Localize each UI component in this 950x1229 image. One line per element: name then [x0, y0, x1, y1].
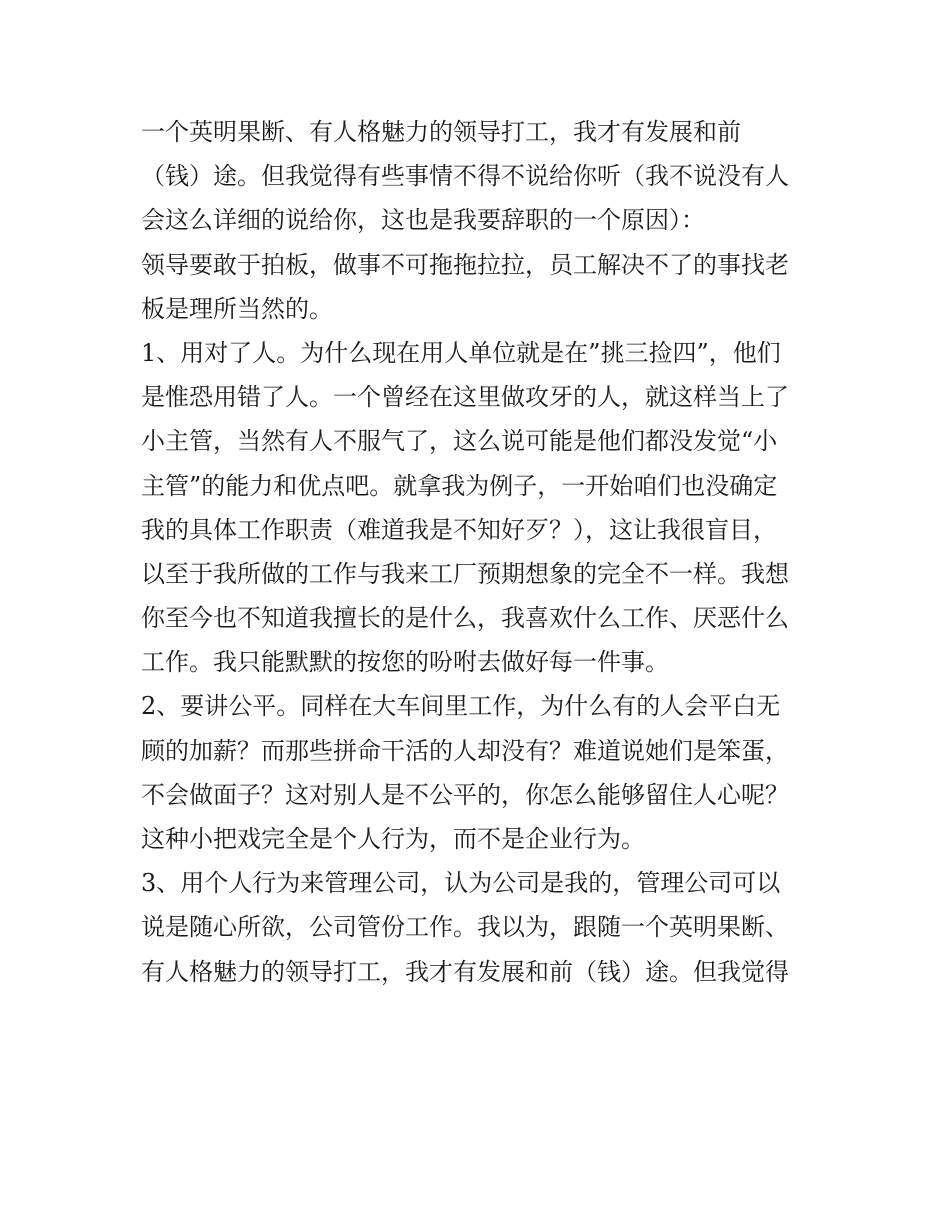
text-line: 你至今也不知道我擅长的是什么，我喜欢什么工作、厌恶什么 — [141, 604, 789, 633]
text-line: 我的具体工作职责（难道我是不知好歹？），这让我很盲目， — [141, 515, 777, 544]
text-line: 不会做面子？这对别人是不公平的，你怎么能够留住人心呢？ — [141, 780, 789, 809]
text-line: 说是随心所欲，公司管份工作。我以为，跟随一个英明果断、 — [141, 913, 789, 942]
text-line: 主管”的能力和优点吧。就拿我为例子，一开始咱们也没确定 — [141, 471, 778, 500]
text-line: 1、用对了人。为什么现在用人单位就是在”挑三捡四”，他们 — [141, 338, 781, 367]
text-line: 有人格魅力的领导打工，我才有发展和前（钱）途。但我觉得 — [141, 957, 789, 986]
text-line: 小主管，当然有人不服气了，这么说可能是他们都没发觉“小 — [141, 427, 778, 456]
text-line: 以至于我所做的工作与我来工厂预期想象的完全不一样。我想 — [141, 559, 789, 588]
text-line: 工作。我只能默默的按您的吩咐去做好每一件事。 — [141, 648, 669, 677]
text-line: 顾的加薪？而那些拼命干活的人却没有？难道说她们是笨蛋， — [141, 736, 789, 765]
text-line: 会这么详细的说给你，这也是我要辞职的一个原因）： — [141, 206, 705, 235]
text-line: 是惟恐用错了人。一个曾经在这里做攻牙的人，就这样当上了 — [141, 383, 789, 412]
text-line: （钱）途。但我觉得有些事情不得不说给你听（我不说没有人 — [141, 162, 789, 191]
text-line: 3、用个人行为来管理公司，认为公司是我的，管理公司可以 — [141, 869, 781, 898]
text-line: 领导要敢于拍板，做事不可拖拖拉拉，员工解决不了的事找老 — [141, 250, 789, 279]
text-line: 一个英明果断、有人格魅力的领导打工，我才有发展和前 — [141, 118, 741, 146]
document-body — [141, 110, 821, 994]
text-line: 2、要讲公平。同样在大车间里工作，为什么有的人会平白无 — [141, 692, 781, 721]
text-line: 板是理所当然的。 — [141, 294, 333, 323]
text-line: 这种小把戏完全是个人行为，而不是企业行为。 — [141, 825, 645, 853]
